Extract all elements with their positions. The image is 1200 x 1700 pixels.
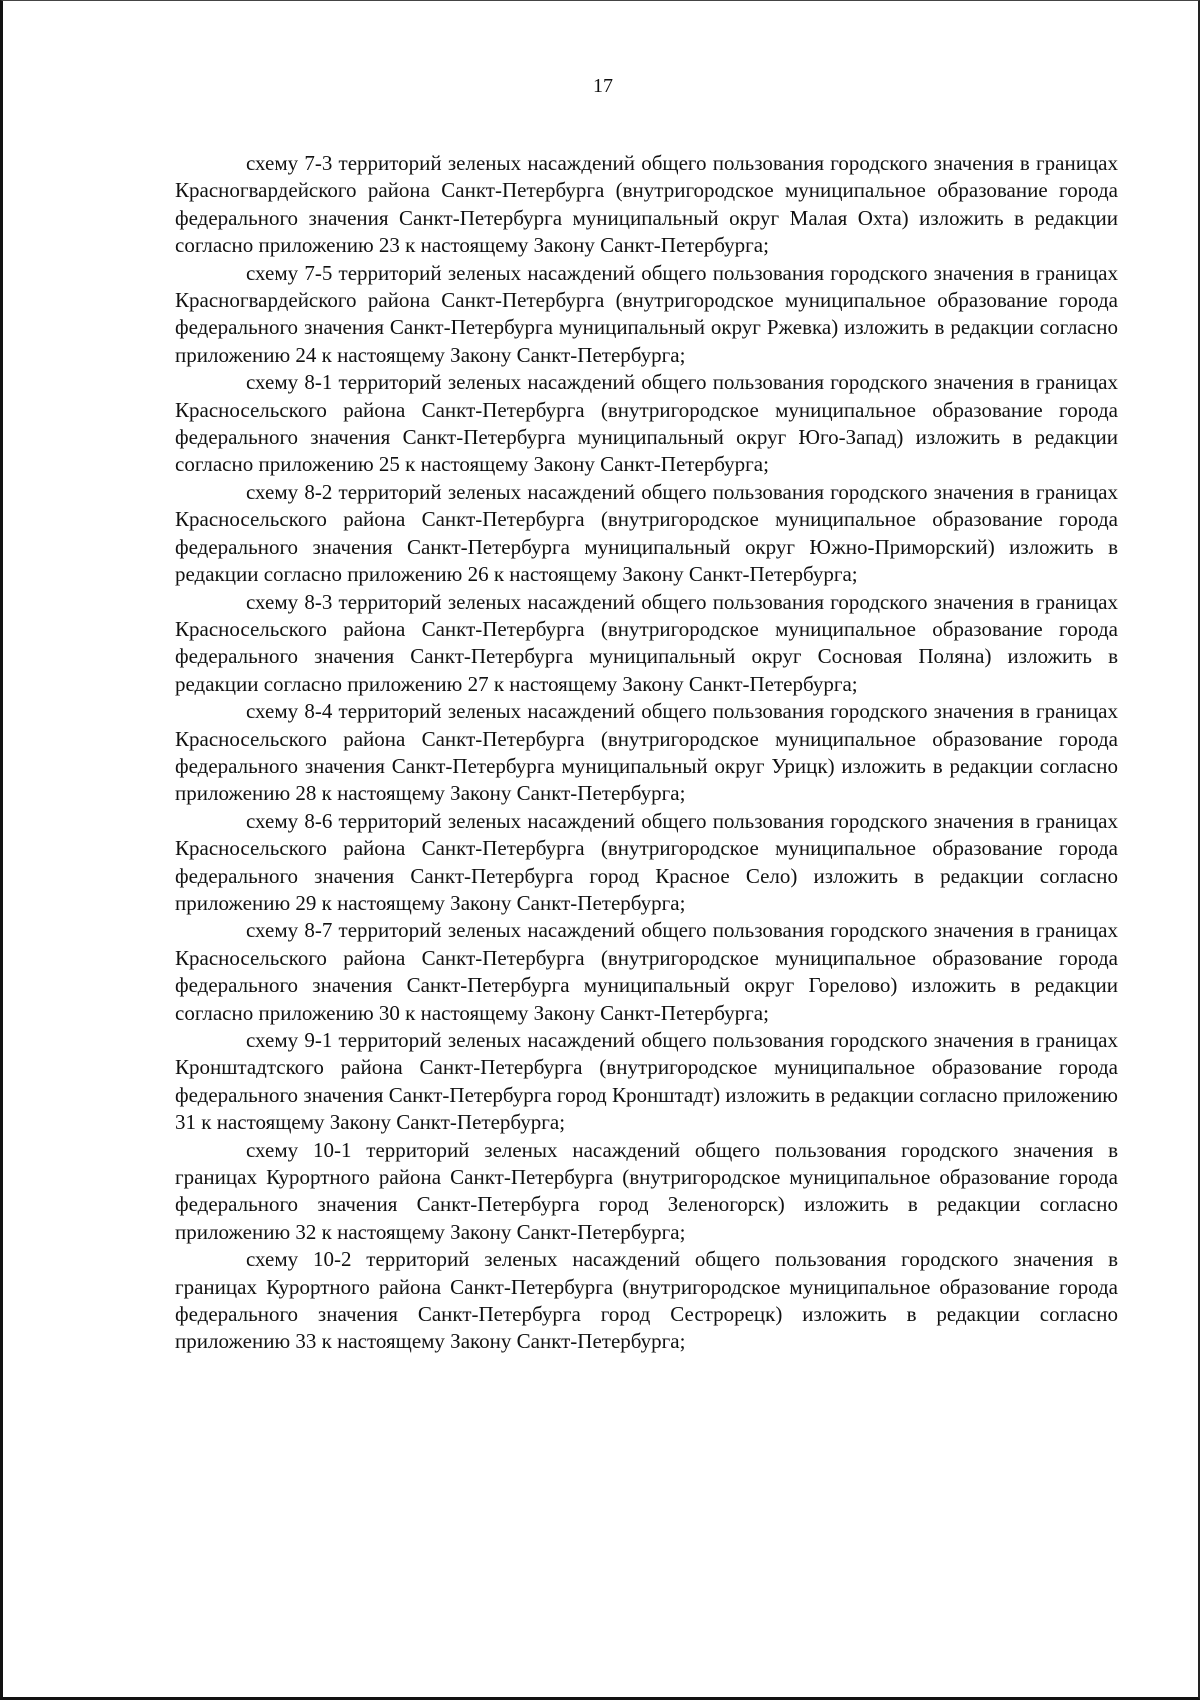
paragraph-scheme-8-7: схему 8-7 территорий зеленых насаждений общего пользования городского значения в границах Красносельского района Санкт-Петербурга (внутригородское муниципальное образование города федерального значения Санкт-Петербурга муниципальный округ Горелово) изложить в редакции согласно приложению 30 к настоящему Закону Санкт-Петербурга; [175, 918, 1118, 1025]
paragraph-scheme-10-2: схему 10-2 территорий зеленых насаждений общего пользования городского значения в границах Курортного района Санкт-Петербурга (внутригородское муниципальное образование города федерального значения Санкт-Петербурга город Сестрорецк) изложить в редакции согласно приложению 33 к настоящему Закону Санкт-Петербурга; [175, 1247, 1118, 1354]
paragraph-scheme-8-6: схему 8-6 территорий зеленых насаждений общего пользования городского значения в границах Красносельского района Санкт-Петербурга (внутригородское муниципальное образование города федерального значения Санкт-Петербурга город Красное Село) изложить в редакции согласно приложению 29 к настоящему Закону Санкт-Петербурга; [175, 808, 1118, 915]
paragraph-scheme-7-3: схему 7-3 территорий зеленых насаждений общего пользования городского значения в границах Красногвардейского района Санкт-Петербурга (внутригородское муниципальное образование города федерального значения Санкт-Петербурга муниципальный округ Малая Охта) изложить в редакции согласно приложению 23 к настоящему Закону Санкт-Петербурга; [175, 151, 1118, 258]
paragraph-scheme-10-1: схему 10-1 территорий зеленых насаждений общего пользования городского значения в границах Курортного района Санкт-Петербурга (внутригородское муниципальное образование города федерального значения Санкт-Петербурга город Зеленогорск) изложить в редакции согласно приложению 32 к настоящему Закону Санкт-Петербурга; [175, 1137, 1118, 1244]
paragraph-scheme-8-1: схему 8-1 территорий зеленых насаждений общего пользования городского значения в границах Красносельского района Санкт-Петербурга (внутригородское муниципальное образование города федерального значения Санкт-Петербурга муниципальный округ Юго-Запад) изложить в редакции согласно приложению 25 к настоящему Закону Санкт-Петербурга; [175, 370, 1118, 477]
document-body [175, 150, 1118, 1356]
page-number: 17 [593, 75, 613, 97]
paragraph-scheme-9-1: схему 9-1 территорий зеленых насаждений общего пользования городского значения в границах Кронштадтского района Санкт-Петербурга (внутригородское муниципальное образование города федерального значения Санкт-Петербурга город Кронштадт) изложить в редакции согласно приложению 31 к настоящему Закону Санкт-Петербурга; [175, 1028, 1118, 1135]
paragraph-scheme-8-2: схему 8-2 территорий зеленых насаждений общего пользования городского значения в границах Красносельского района Санкт-Петербурга (внутригородское муниципальное образование города федерального значения Санкт-Петербурга муниципальный округ Южно-Приморский) изложить в редакции согласно приложению 26 к настоящему Закону Санкт-Петербурга; [175, 479, 1118, 587]
paragraph-scheme-7-5: схему 7-5 территорий зеленых насаждений общего пользования городского значения в границах Красногвардейского района Санкт-Петербурга (внутригородское муниципальное образование города федерального значения Санкт-Петербурга муниципальный округ Ржевка) изложить в редакции согласно приложению 24 к настоящему Закону Санкт-Петербурга; [175, 260, 1118, 367]
paragraph-scheme-8-4: схему 8-4 территорий зеленых насаждений общего пользования городского значения в границах Красносельского района Санкт-Петербурга (внутригородское муниципальное образование города федерального значения Санкт-Петербурга муниципальный округ Урицк) изложить в редакции согласно приложению 28 к настоящему Закону Санкт-Петербурга; [175, 699, 1118, 806]
paragraph-scheme-8-3: схему 8-3 территорий зеленых насаждений общего пользования городского значения в границах Красносельского района Санкт-Петербурга (внутригородское муниципальное образование города федерального значения Санкт-Петербурга муниципальный округ Сосновая Поляна) изложить в редакции согласно приложению 27 к настоящему Закону Санкт-Петербурга; [175, 589, 1118, 696]
